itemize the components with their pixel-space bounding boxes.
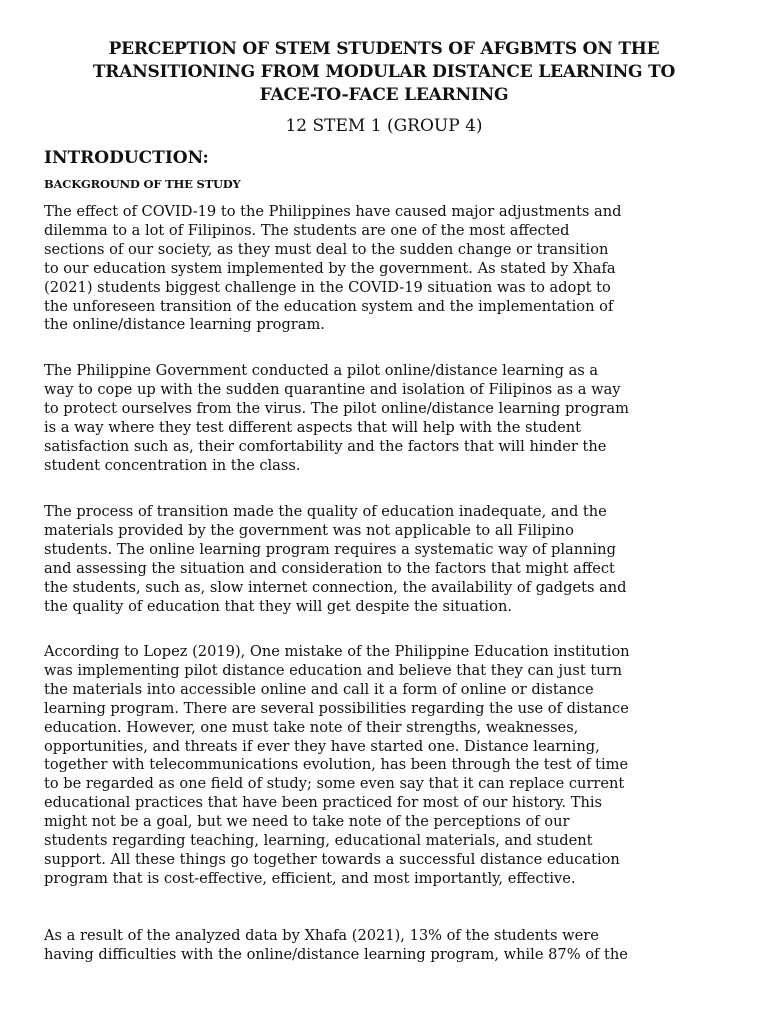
paragraph-line: was implementing pilot distance education and believe that they can just turn [44,661,623,679]
paragraph-line: support. All these things go together towards a successful distance education [44,850,620,868]
paragraph-line: dilemma to a lot of Filipinos. The students are one of the most affected [44,221,570,239]
paragraph-line: sections of our society, as they must deal to the sudden change or transition [44,240,609,258]
paragraph-line: The process of transition made the quality of education inadequate, and the [44,503,607,520]
paragraph-line: students regarding teaching, learning, educational materials, and student [44,832,593,850]
paragraph-line: materials provided by the government was not applicable to all Filipino [44,521,574,539]
paragraph-line: having difficulties with the online/distance learning program, while 87% of the [44,945,628,963]
paragraph-line: educational practices that have been practiced for most of our history. This [44,794,602,812]
document-subtitle: 12 STEM 1 (GROUP 4) [285,116,483,136]
paragraph-line: the materials into accessible online and call it a form of online or distance [44,680,594,698]
paragraph [44,362,629,475]
paragraph-line: program that is cost-effective, efficient, and most importantly, effective. [44,869,576,887]
paragraph-line: the quality of education that they will get despite the situation. [44,597,512,615]
paragraph-line: the unforeseen transition of the education system and the implementation of [44,297,614,315]
paragraph-line: students. The online learning program requires a systematic way of planning [44,540,616,558]
paragraph-line: As a result of the analyzed data by Xhafa (2021), 13% of the students were [44,927,599,944]
paragraph-line: and assessing the situation and consideration to the factors that might affect [44,559,615,577]
paragraph-line: (2021) students biggest challenge in the COVID-19 situation was to adopt to [44,278,611,296]
section-heading: INTRODUCTION: [44,148,209,168]
paragraph-line: way to cope up with the sudden quarantine and isolation of Filipinos as a way [44,380,621,398]
subsection-heading: BACKGROUND OF THE STUDY [44,177,241,191]
paragraph-line: According to Lopez (2019), One mistake of the Philippine Education institution [44,643,630,660]
paragraph [44,203,622,335]
title-line: FACE-TO-FACE LEARNING [259,85,509,105]
paragraph-line: satisfaction such as, their comfortability and the factors that will hinder the [44,437,607,455]
title-line: PERCEPTION OF STEM STUDENTS OF AFGBMTS ON THE [108,39,660,59]
paragraph-line: The Philippine Government conducted a pilot online/distance learning as a [44,362,599,379]
paragraph [44,927,628,965]
document-title [0,38,768,107]
paragraph-line: is a way where they test different aspects that will help with the student [44,418,582,436]
paragraph-line: might not be a goal, but we need to take note of the perceptions of our [44,813,570,831]
paragraph-line: to be regarded as one field of study; some even say that it can replace current [44,775,625,793]
paragraph-line: to our education system implemented by the government. As stated by Xhafa [44,259,616,277]
paragraph-line: learning program. There are several possibilities regarding the use of distance [44,699,629,717]
paragraph [44,503,627,616]
paragraph-line: education. However, one must take note of their strengths, weaknesses, [44,718,579,736]
paragraph-line: opportunities, and threats if ever they have started one. Distance learning, [44,737,600,755]
paragraph-line: student concentration in the class. [44,456,301,474]
paragraph-line: to protect ourselves from the virus. The pilot online/distance learning program [44,399,629,417]
paragraph [44,643,630,889]
title-line: TRANSITIONING FROM MODULAR DISTANCE LEARNING TO [92,62,676,82]
paragraph-line: the online/distance learning program. [44,316,325,334]
paragraph-line: The effect of COVID-19 to the Philippines have caused major adjustments and [44,203,622,220]
paragraph-line: together with telecommunications evolution, has been through the test of time [44,756,629,774]
paragraph-line: the students, such as, slow internet connection, the availability of gadgets and [44,578,627,596]
